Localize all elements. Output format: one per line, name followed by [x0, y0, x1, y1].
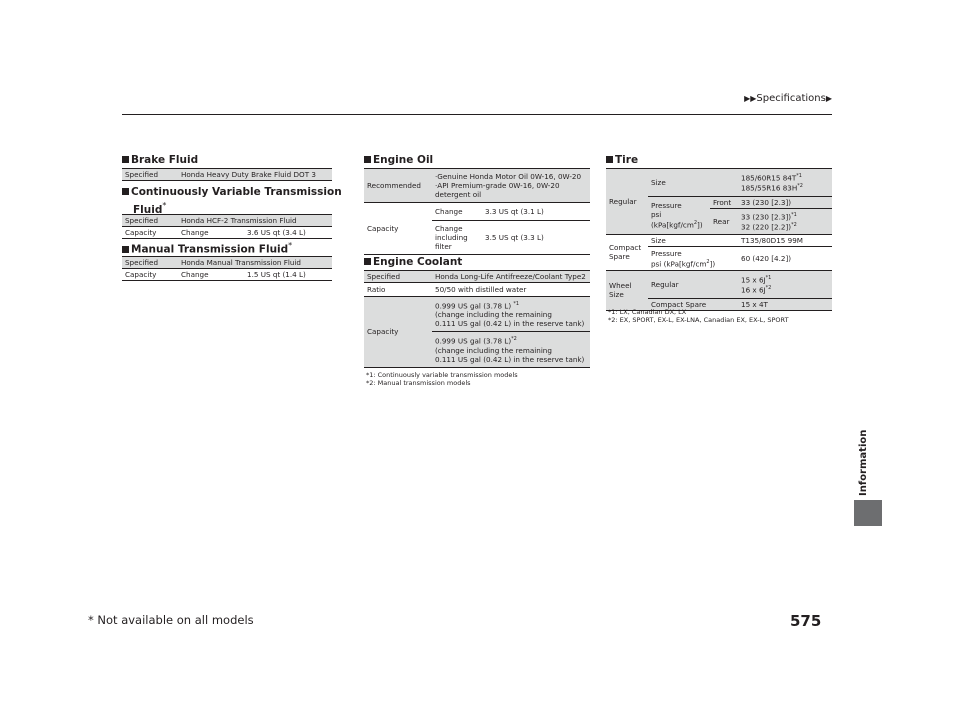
- table-row: Capacity Change 3.6 US qt (3.4 L): [122, 227, 332, 239]
- table-row: Compact Spare 15 x 4T: [606, 298, 832, 310]
- manual-transmission-fluid-table: [122, 256, 332, 281]
- cvt-fluid-table: [122, 214, 332, 239]
- table-row: Capacity Change 1.5 US qt (1.4 L): [122, 269, 332, 281]
- table-row: Regular Size 185/60R15 $84T^{*1}$ 185/55R16 $83H^{*2}$: [606, 169, 832, 197]
- section-tab-label: Information: [858, 429, 869, 496]
- table-row: Specified Honda Long-Life Antifreeze/Coolant Type2: [364, 271, 590, 283]
- table-row: Change including filter 3.5 US qt (3.3 L): [364, 221, 590, 255]
- manual-transmission-fluid-heading: Manual Transmission Fluid*: [122, 241, 292, 256]
- triangle-icon: ▶: [825, 94, 832, 103]
- square-bullet-icon: [364, 156, 371, 163]
- table-row: Pressure psi $(kPa[kgf/cm^2])$ 60 (420 [4.2]): [606, 246, 832, 270]
- double-triangle-icon: ▶▶: [744, 94, 757, 103]
- header-rule: [122, 114, 832, 115]
- table-row: Rear 33 (230 [2.3])$^{*1}$ 32 (220 [2.2])$^{*2}$: [606, 208, 832, 234]
- tire-heading: Tire: [606, 154, 638, 166]
- engine-oil-heading: Engine Oil: [364, 154, 433, 166]
- brake-fluid-table: [122, 168, 332, 181]
- breadcrumb-label: Specifications: [756, 93, 826, 104]
- engine-coolant-table: [364, 270, 590, 368]
- breadcrumb: [720, 93, 832, 104]
- engine-oil-table: [364, 168, 590, 255]
- table-row: Capacity 0.999 US gal (3.78 L) $^{*1}$ (change including the remaining 0.111 US gal (0.42 L) in the reserve tank): [364, 297, 590, 332]
- table-row: Pressure psi $(kPa[kgf/cm^2])$ Front 33 (230 [2.3]): [606, 196, 832, 208]
- square-bullet-icon: [606, 156, 613, 163]
- cvt-fluid-heading: Continuously Variable Transmission Fluid*: [122, 186, 342, 217]
- square-bullet-icon: [122, 246, 129, 253]
- table-row: Ratio 50/50 with distilled water: [364, 283, 590, 297]
- section-tab-marker: [854, 500, 882, 526]
- availability-note: * Not available on all models: [88, 613, 254, 627]
- table-row: Capacity Change 3.3 US qt (3.1 L): [364, 203, 590, 221]
- square-bullet-icon: [364, 258, 371, 265]
- table-row: Specified Honda Manual Transmission Fluid: [122, 257, 332, 269]
- page-number: 575: [790, 612, 822, 630]
- table-row: Specified Honda Heavy Duty Brake Fluid DOT 3: [122, 169, 332, 181]
- engine-coolant-heading: Engine Coolant: [364, 256, 462, 268]
- table-row: Compact Spare Size T135/80D15 99M: [606, 234, 832, 246]
- square-bullet-icon: [122, 188, 129, 195]
- table-row: Recommended ·Genuine Honda Motor Oil 0W-16, 0W-20 ·API Premium-grade 0W-16, 0W-20 detergent oil: [364, 169, 590, 203]
- coolant-footnotes: *1: Continuously variable transmission models *2: Manual transmission models: [366, 371, 518, 387]
- brake-fluid-heading: Brake Fluid: [122, 154, 198, 166]
- table-row: Specified Honda HCF-2 Transmission Fluid: [122, 215, 332, 227]
- tire-table: [606, 168, 832, 311]
- tire-footnotes: *1: LX, Canadian DX, LX *2: EX, SPORT, EX-L, EX-LNA, Canadian EX, EX-L, SPORT: [608, 308, 789, 324]
- table-row: Wheel Size Regular 15 x $6J^{*1}$ 16 x $6J^{*2}$: [606, 270, 832, 298]
- table-row: 0.999 US gal (3.78 L)$^{*2}$ (change including the remaining 0.111 US gal (0.42 L) in the reserve tank): [364, 332, 590, 367]
- square-bullet-icon: [122, 156, 129, 163]
